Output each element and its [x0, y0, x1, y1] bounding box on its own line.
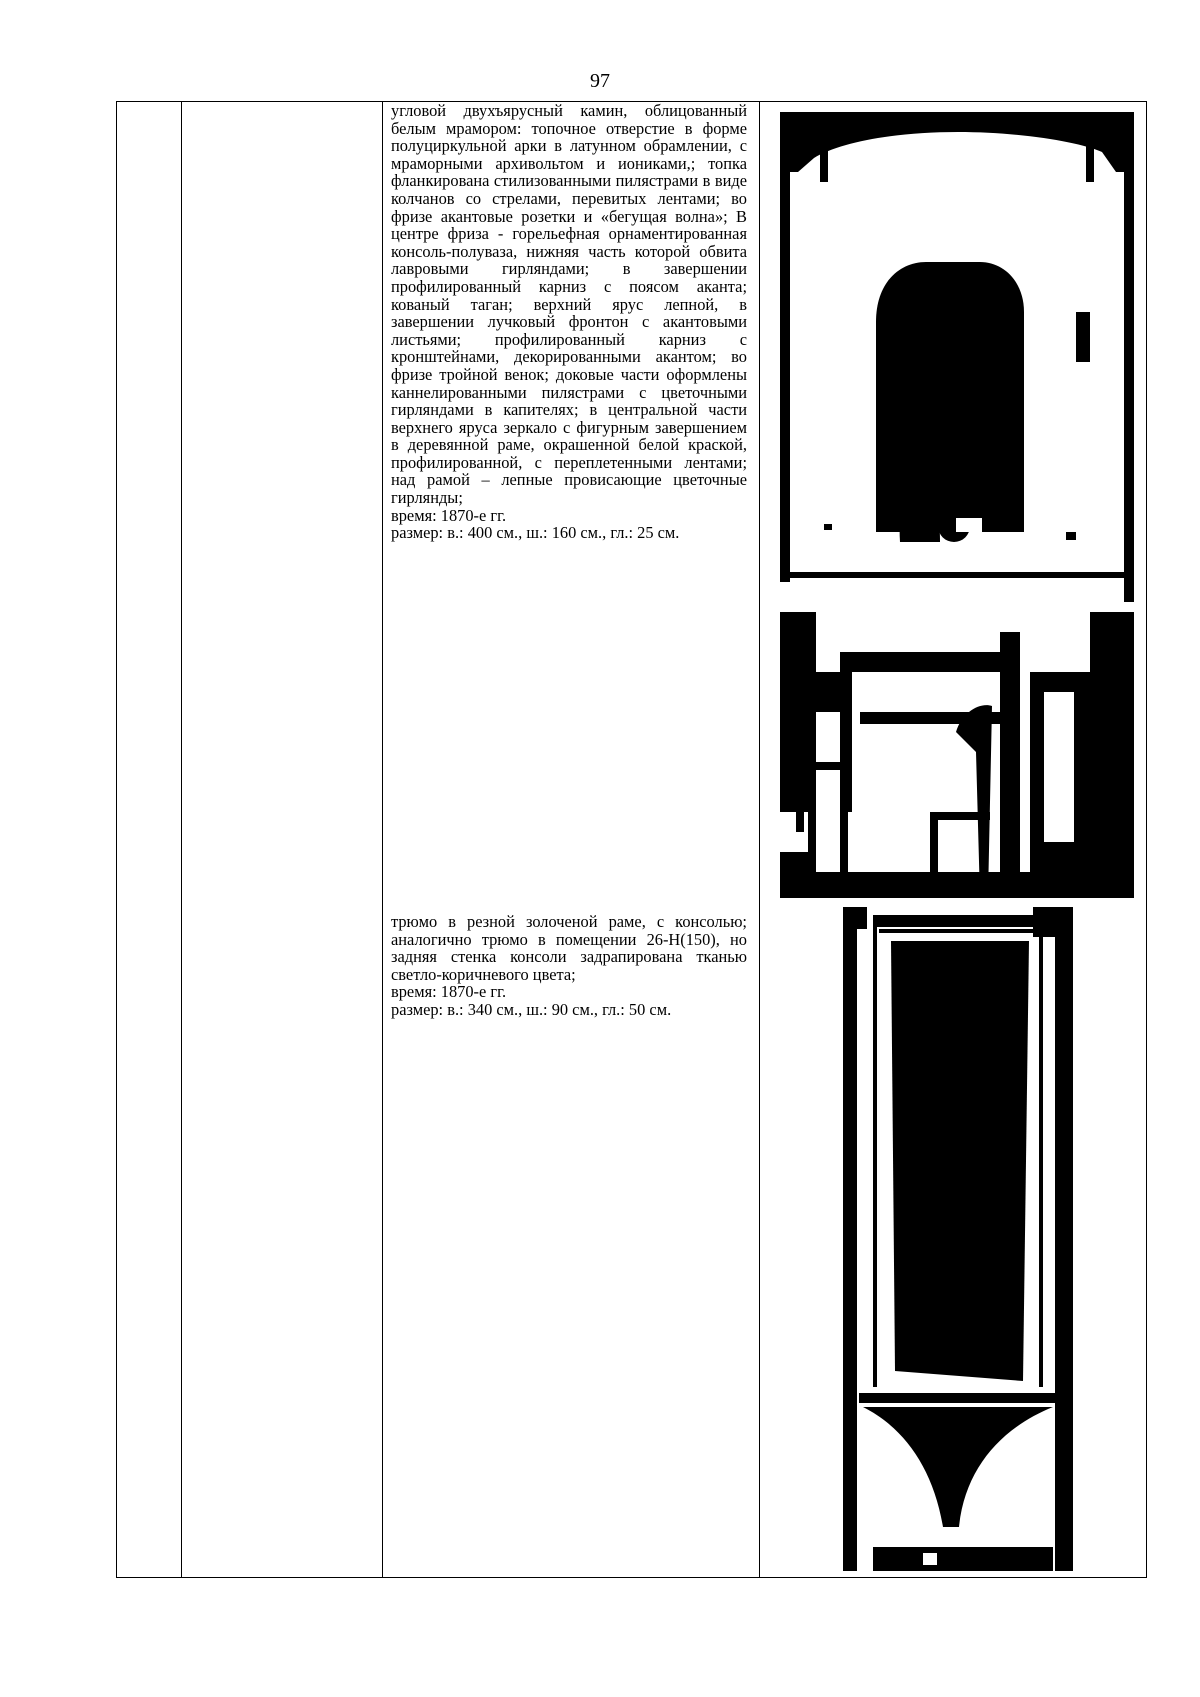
description-cell — [383, 102, 760, 1578]
page-number: 97 — [590, 70, 610, 92]
photo-cell — [760, 102, 1147, 1578]
index-cell — [117, 102, 182, 1578]
mirror-size: размер: в.: 340 см., ш.: 90 см., гл.: 50 см. — [391, 999, 672, 1019]
inventory-table — [116, 101, 1147, 1578]
location-cell — [182, 102, 383, 1578]
fireplace-size: размер: в.: 400 см., ш.: 160 см., гл.: 25 см. — [391, 523, 680, 543]
fireplace-description — [391, 102, 747, 542]
fireplace-text: угловой двухъярусный камин, облицованный белым мрамором: топочное отверстие в форме полуциркульной арки в латунном обрамлении, с мраморными архивольтом и иониками,; топка фланкирована стилизованными пилястрами в виде колчанов со стрелами, перевитых лентами; во фризе акантовые розетки и «бегущая волна»; В центре фриза - горельефная орнаментированная консоль-полуваза, нижняя часть которой обвита лавровыми гирляндами; в завершении профилированный карниз с поясом аканта; кованый таган; верхний ярус лепной, в завершении лучковый фронтон с акантовыми листьями; профилированный карниз с кронштейнами, декорированными акантом; во фризе тройной венок; доковые части оформлены каннелированными пилястрами с цветочными гирляндами в капителях; в центральной части верхнего яруса зеркало с фигурным завершением в деревянной раме, окрашенной белой краской, профилированной, с переплетенными лентами; над рамой – лепные провисающие цветочные гирлянды; — [391, 101, 747, 508]
fireplace-time: время: 1870-е гг. — [391, 505, 507, 525]
fireplace-image — [780, 112, 1134, 898]
fireplace-photo — [780, 112, 1134, 898]
mirror-description — [391, 913, 747, 1019]
mirror-image — [843, 907, 1073, 1571]
mirror-time: время: 1870-е гг. — [391, 982, 507, 1002]
mirror-text: трюмо в резной золоченой раме, с консолью; аналогично трюмо в помещении 26-Н(150), но задняя стенка консоли задрапирована тканью светло-коричневого цвета; — [391, 912, 747, 984]
mirror-photo — [843, 907, 1073, 1571]
table-row — [117, 102, 1147, 1578]
